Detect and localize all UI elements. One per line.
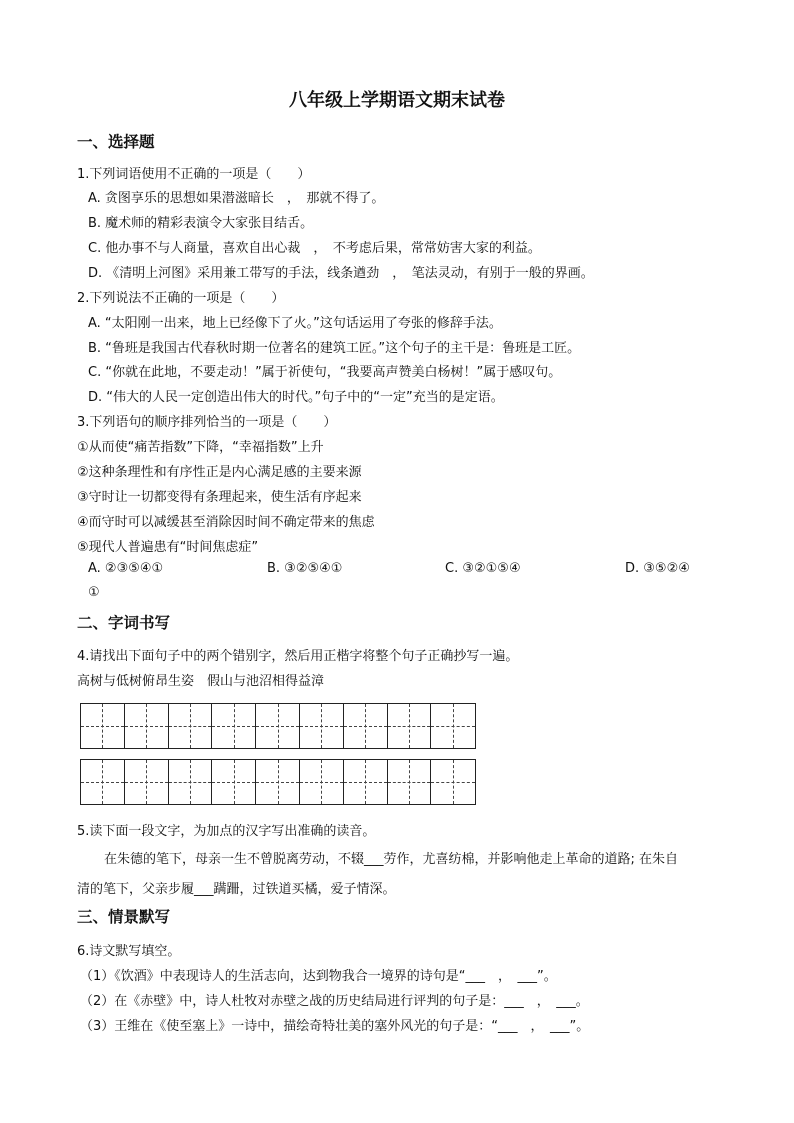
question-6-item-3: （3）王维在《使至塞上》一诗中，描绘奇特壮美的塞外风光的句子是：“___ ， ___”。 [80,1019,590,1034]
writing-grid-cell[interactable] [212,760,256,804]
question-3-sentence-3: ③守时让一切都变得有条理起来，使生活有序起来 [77,490,362,505]
writing-grid-cell[interactable] [300,760,344,804]
writing-grid-cell[interactable] [344,760,388,804]
question-6-item-1: （1）《饮酒》中表现诗人的生活志向，达到物我合一境界的诗句是“___ ， ___”。 [80,969,557,984]
question-1-option-c: C. 他办事不与人商量，喜欢自出心裁 ， 不考虑后果，常常妨害大家的利益。 [88,241,541,256]
writing-grid-cell[interactable] [169,704,213,748]
question-2-option-c: C. “你就在此地，不要走动！”属于祈使句，“我要高声赞美白杨树！”属于感叹句。 [88,365,562,380]
section-heading-choice: 一、选择题 [77,133,155,151]
writing-grid-cell[interactable] [212,704,256,748]
question-3-stem: 3.下列语句的顺序排列恰当的一项是（ ） [77,415,337,430]
question-2-option-b: B. “鲁班是我国古代春秋时期一位著名的建筑工匠。”这个句子的主干是：鲁班是工匠。 [88,341,581,356]
question-5-passage-line-1: 在朱德的笔下，母亲一生不曾脱离劳动，不辍___劳作，尤喜纺棉，并影响他走上革命的道路; 在朱自 [104,852,679,867]
question-5-passage-line-2: 清的笔下，父亲步履___蹒跚，过铁道买橘，爱子情深。 [77,882,396,897]
question-2-option-d: D. “伟大的人民一定创造出伟大的时代。”句子中的“一定”充当的是定语。 [88,390,504,405]
question-3-sentence-4: ④而守时可以减缓甚至消除因时间不确定带来的焦虑 [77,515,375,530]
question-4-stem: 4.请找出下面句子中的两个错别字，然后用正楷字将整个句子正确抄写一遍。 [77,649,519,664]
question-6-stem: 6.诗文默写填空。 [77,944,181,959]
section-heading-recitation: 三、情景默写 [77,908,171,926]
writing-grid-cell[interactable] [256,760,300,804]
question-3-sentence-2: ②这种条理性和有序性正是内心满足感的主要来源 [77,465,362,480]
question-2-option-a: A. “太阳刚一出来，地上已经像下了火。”这句话运用了夸张的修辞手法。 [88,316,502,331]
question-4-sentence: 高树与低树俯昂生姿 假山与池沼相得益漳 [77,674,325,689]
writing-grid-cell[interactable] [256,704,300,748]
question-6-item-2: （2）在《赤壁》中，诗人杜牧对赤壁之战的历史结局进行评判的句子是：___ ， ___。 [80,994,589,1009]
question-3-sentence-5: ⑤现代人普遍患有“时间焦虑症” [77,540,259,555]
writing-grid-cell[interactable] [125,704,169,748]
writing-grid-cell[interactable] [431,704,475,748]
question-3-option-a: A. ②③⑤④① [88,561,164,576]
section-heading-writing: 二、字词书写 [77,614,171,632]
writing-grid-cell[interactable] [388,760,432,804]
question-1-option-b: B. 魔术师的精彩表演令大家张目结舌。 [88,216,314,231]
writing-grid-cell[interactable] [300,704,344,748]
question-3-option-d-continued: ① [88,585,100,600]
writing-grid-cell[interactable] [125,760,169,804]
page-title: 八年级上学期语文期末试卷 [289,90,505,111]
question-1-stem: 1.下列词语使用不正确的一项是（ ） [77,167,311,182]
writing-grid-cell[interactable] [344,704,388,748]
writing-grid-cell[interactable] [431,760,475,804]
question-3-sentence-1: ①从而使“痛苦指数”下降，“幸福指数”上升 [77,440,324,455]
question-3-option-b: B. ③②⑤④① [267,561,343,576]
question-1-option-d: D. 《清明上河图》采用兼工带写的手法，线条遒劲 ， 笔法灵动，有别于一般的界画。 [88,266,594,281]
writing-grid-cell[interactable] [81,704,125,748]
writing-grid-row-1[interactable] [80,703,476,749]
writing-grid-cell[interactable] [388,704,432,748]
writing-grid-row-2[interactable] [80,759,476,805]
question-1-option-a: A. 贪图享乐的思想如果潜滋暗长 ， 那就不得了。 [88,191,385,206]
writing-grid-cell[interactable] [81,760,125,804]
question-3-option-c: C. ③②①⑤④ [445,561,521,576]
question-2-stem: 2.下列说法不正确的一项是（ ） [77,291,285,306]
question-5-stem: 5.读下面一段文字，为加点的汉字写出准确的读音。 [77,824,376,839]
writing-grid-cell[interactable] [169,760,213,804]
question-3-option-d: D. ③⑤②④ [625,561,690,576]
